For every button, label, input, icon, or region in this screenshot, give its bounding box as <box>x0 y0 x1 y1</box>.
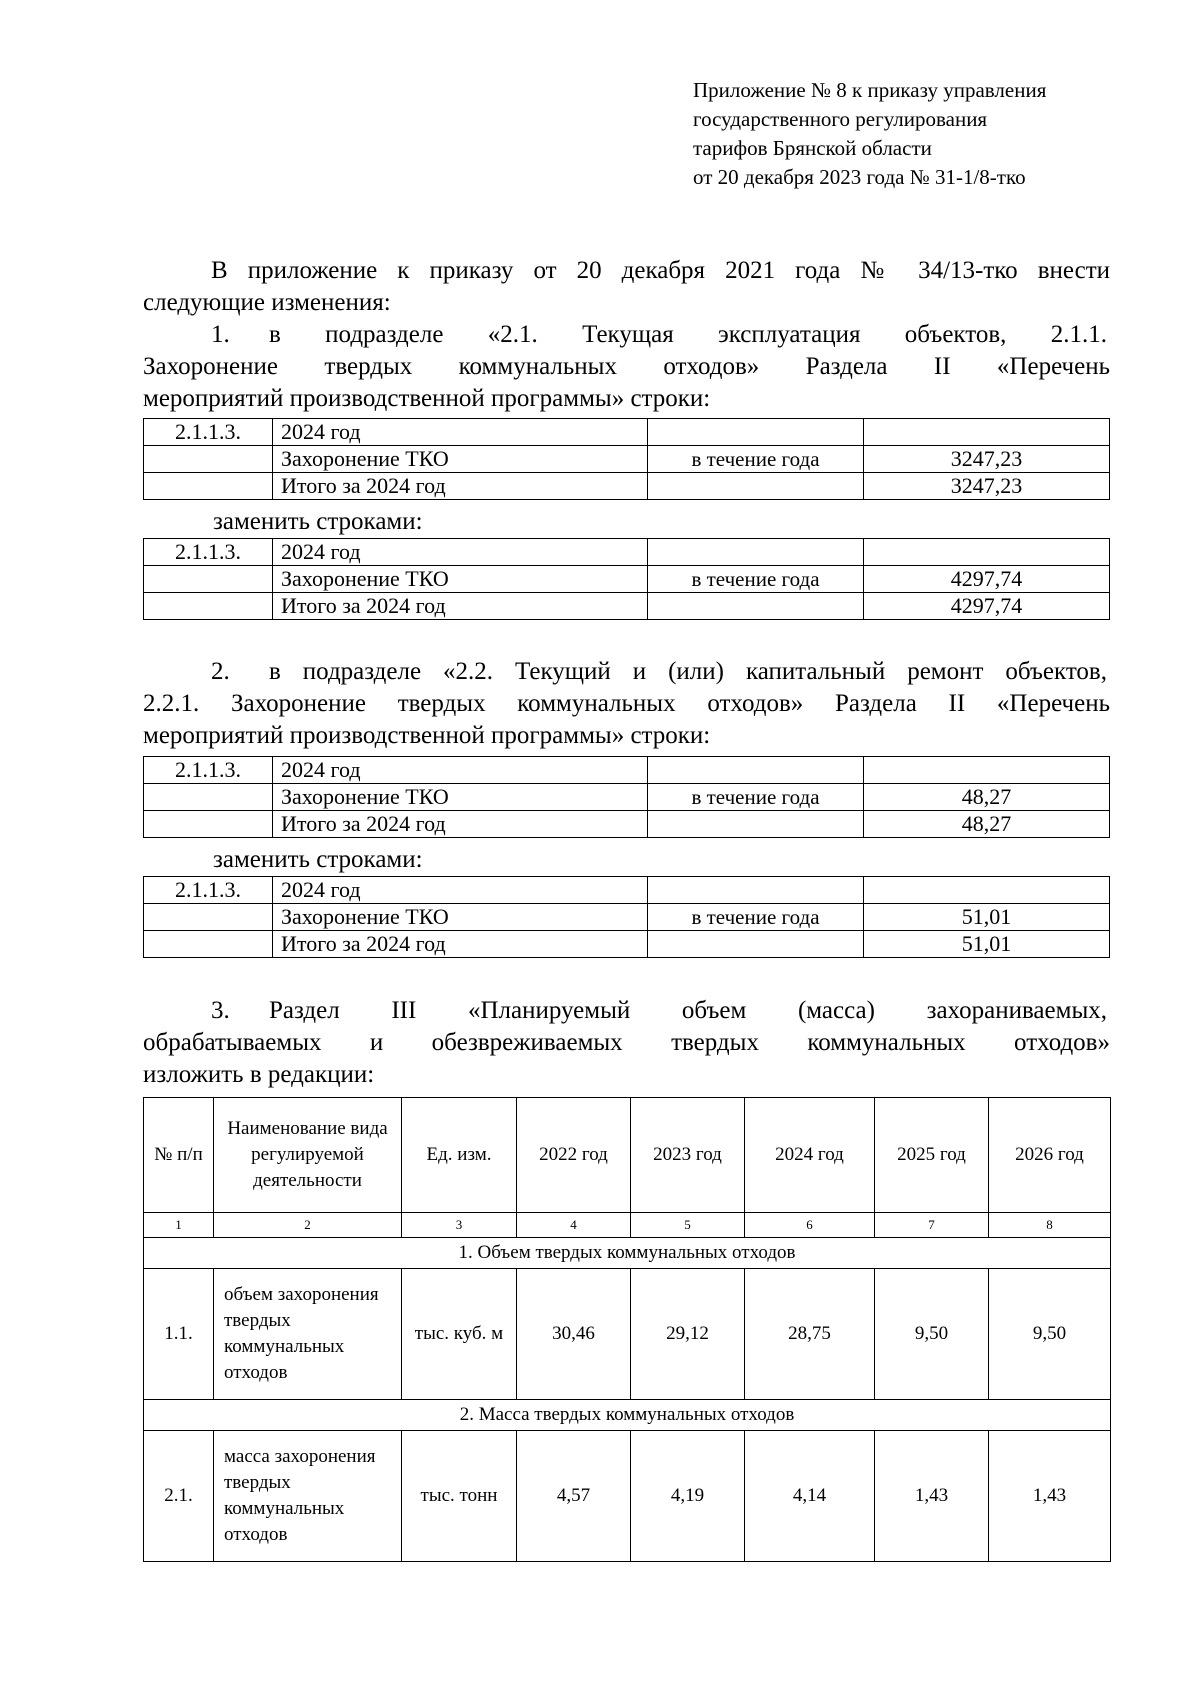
table-row: Захоронение ТКО в течение года 4297,74 <box>144 566 1110 593</box>
item-2-paragraph <box>143 656 1110 752</box>
item-2-line-3: мероприятий производственной программы» строки: <box>143 722 711 749</box>
intro-paragraph <box>143 255 1110 319</box>
col-header: 2023 год <box>631 1098 745 1213</box>
header-line: от 20 декабря 2023 года № 31-1/8-тко <box>693 165 1026 189</box>
item-2-line-1 <box>143 656 1110 688</box>
table-row: Итого за 2024 год 51,01 <box>144 931 1110 958</box>
col-header: 2024 год <box>745 1098 875 1213</box>
volume-mass-table <box>143 1097 1111 1562</box>
item-text: Раздел III «Планируемый объем (масса) захораниваемых, <box>269 997 1107 1024</box>
item-2-old-table <box>143 756 1110 838</box>
table-row: 2.1.1.3. 2024 год <box>144 757 1110 784</box>
column-number-row: 1 2 3 4 5 6 7 8 <box>144 1213 1111 1238</box>
item-2-line-2: 2.2.1. Захоронение твердых коммунальных отходов» Раздела II «Перечень <box>143 690 1110 717</box>
header-line: Приложение № 8 к приказу управления <box>693 78 1047 102</box>
section-title: 2. Масса твердых коммунальных отходов <box>144 1400 1111 1431</box>
col-header: 2022 год <box>517 1098 631 1213</box>
replace-label: заменить строками: <box>213 508 423 535</box>
table-row: 2.1.1.3. 2024 год <box>144 419 1110 446</box>
col-header: 2026 год <box>989 1098 1111 1213</box>
col-header: Наименование вида регулируемой деятельности <box>214 1098 402 1213</box>
item-1-line-3: мероприятий производственной программы» строки: <box>143 385 711 412</box>
replace-label: заменить строками: <box>213 846 423 873</box>
item-1-paragraph <box>143 319 1110 415</box>
header-row <box>144 1098 1111 1213</box>
intro-line-1: В приложение к приказу от 20 декабря 2021 года № 34/13-тко внести <box>211 257 1110 284</box>
item-number: 2. <box>211 658 230 685</box>
col-header: Ед. изм. <box>402 1098 517 1213</box>
table-row: Итого за 2024 год 48,27 <box>144 811 1110 838</box>
item-2-new-table <box>143 876 1110 958</box>
item-number: 3. <box>211 997 230 1024</box>
table-row: Захоронение ТКО в течение года 48,27 <box>144 784 1110 811</box>
section-title: 1. Объем твердых коммунальных отходов <box>144 1238 1111 1269</box>
item-3-paragraph <box>143 995 1110 1091</box>
table-row: 1.1. объем захоронения твердых коммунальных отходов тыс. куб. м 30,46 29,12 28,75 9,50 9,50 <box>144 1269 1111 1400</box>
section-row <box>144 1238 1111 1269</box>
item-3-line-3: изложить в редакции: <box>143 1061 375 1088</box>
col-header: 2025 год <box>875 1098 989 1213</box>
intro-line-2: следующие изменения: <box>143 289 391 316</box>
document-header <box>693 76 1046 192</box>
table-row: 2.1.1.3. 2024 год <box>144 539 1110 566</box>
header-line: тарифов Брянской области <box>693 136 932 160</box>
item-1-line-1 <box>143 319 1110 351</box>
item-number: 1. <box>211 321 230 348</box>
item-1-new-table <box>143 538 1110 620</box>
item-1-line-2: Захоронение твердых коммунальных отходов» Раздела II «Перечень <box>143 353 1110 380</box>
item-3-line-2: обрабатываемых и обезвреживаемых твердых коммунальных отходов» <box>143 1029 1110 1056</box>
table-row: Захоронение ТКО в течение года 3247,23 <box>144 446 1110 473</box>
item-3-line-1 <box>143 995 1110 1027</box>
item-text: в подразделе «2.1. Текущая эксплуатация объектов, 2.1.1. <box>269 321 1107 348</box>
item-1-old-table <box>143 418 1110 500</box>
table-row: Итого за 2024 год 4297,74 <box>144 593 1110 620</box>
table-row: 2.1. масса захоронения твердых коммунальных отходов тыс. тонн 4,57 4,19 4,14 1,43 1,43 <box>144 1431 1111 1562</box>
table-row: 2.1.1.3. 2024 год <box>144 877 1110 904</box>
table-row: Захоронение ТКО в течение года 51,01 <box>144 904 1110 931</box>
header-line: государственного регулирования <box>693 107 988 131</box>
item-text: в подразделе «2.2. Текущий и (или) капитальный ремонт объектов, <box>269 658 1107 685</box>
section-row <box>144 1400 1111 1431</box>
table-row: Итого за 2024 год 3247,23 <box>144 473 1110 500</box>
col-header: № п/п <box>144 1098 214 1213</box>
